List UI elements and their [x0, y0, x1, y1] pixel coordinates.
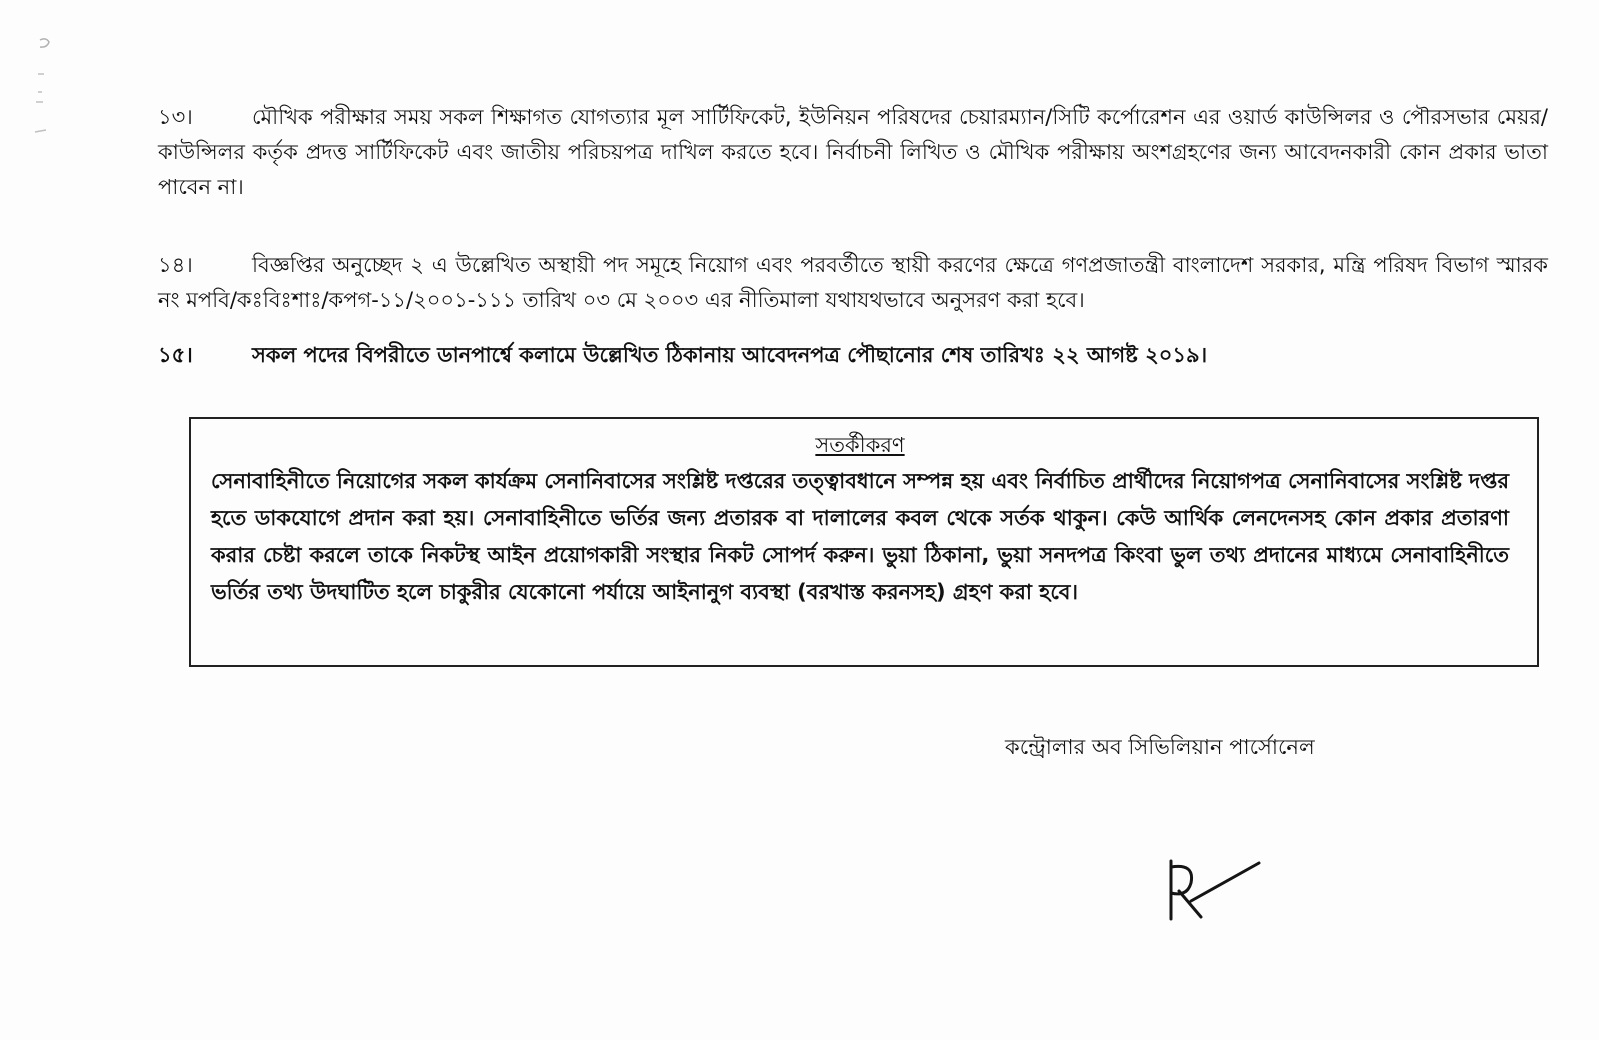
- paragraph-number: ১৩।: [158, 105, 193, 129]
- paragraph-text: সকল পদের বিপরীতে ডানপার্শ্বে কলামে উল্লেখিত ঠিকানায় আবেদনপত্র পৌছানোর শেষ তারিখঃ ২২ আগষ্ট ২০১৯।: [252, 343, 1208, 367]
- handwritten-signature-icon: [1165, 855, 1265, 930]
- paragraph-text: মৌখিক পরীক্ষার সময় সকল শিক্ষাগত যোগত্যার মূল সার্টিফিকেট, ইউনিয়ন পরিষদের চেয়ারম্যান/সিটি কর্পোরেশন এর ওয়ার্ড কাউন্সিলর ও পৌরসভার মেয়র/কাউন্সিলর কর্তৃক প্রদত্ত সার্টিফিকেট এবং জাতীয় পরিচয়পত্র দাখিল করতে হবে। নির্বাচনী লিখিত ও মৌখিক পরীক্ষায় অংশগ্রহণের জন্য আবেদনকারী কোন প্রকার ভাতা পাবেন না।: [158, 105, 1548, 199]
- warning-body: সেনাবাহিনীতে নিয়োগের সকল কার্যক্রম সেনানিবাসের সংশ্লিষ্ট দপ্তরের তত্ত্বাবধানে সম্পন্ন হয় এবং নির্বাচিত প্রার্থীদের নিয়োগপত্র সেনানিবাসের সংশ্লিষ্ট দপ্তর হতে ডাকযোগে প্রদান করা হয়। সেনাবাহিনীতে ভর্তির জন্য প্রতারক বা দালালের কবল থেকে সর্তক থাকুন। কেউ আর্থিক লেনদেনসহ কোন প্রকার প্রতারণা করার চেষ্টা করলে তাকে নিকটস্থ আইন প্রয়োগকারী সংস্থার নিকট সোপর্দ করুন। ভুয়া ঠিকানা, ভুয়া সনদপত্র কিংবা ভুল তথ্য প্রদানের মাধ্যমে সেনাবাহিনীতে ভর্তির তথ্য উদঘাটিত হলে চাকুরীর যেকোনো পর্যায়ে আইনানুগ ব্যবস্থা (বরখাস্ত করনসহ) গ্রহণ করা হবে।: [211, 469, 1509, 604]
- paragraph-text: বিজ্ঞপ্তির অনুচ্ছেদ ২ এ উল্লেখিত অস্থায়ী পদ সমূহে নিয়োগ এবং পরবর্তীতে স্থায়ী করণের ক্ষেত্রে গণপ্রজাতন্ত্রী বাংলাদেশ সরকার, মন্ত্রি পরিষদ বিভাগ স্মারক নং মপবি/কঃবিঃশাঃ/কপগ-১১/২০০১-১১১ তারিখ ০৩ মে ২০০৩ এর নীতিমালা যথাযথভাবে অনুসরণ করা হবে।: [158, 253, 1548, 312]
- paragraph-number: ১৫।: [158, 343, 193, 367]
- scan-artifact-marks: [30, 36, 60, 146]
- paragraph-13: [158, 100, 1548, 205]
- warning-title: সতর্কীকরণ: [815, 433, 905, 457]
- paragraph-15: [158, 338, 1548, 373]
- paragraph-14: [158, 248, 1548, 318]
- signature-title: কন্ট্রোলার অব সিভিলিয়ান পার্সোনেল: [1005, 735, 1315, 759]
- paragraph-number: ১৪।: [158, 253, 193, 277]
- warning-box: [189, 417, 1539, 667]
